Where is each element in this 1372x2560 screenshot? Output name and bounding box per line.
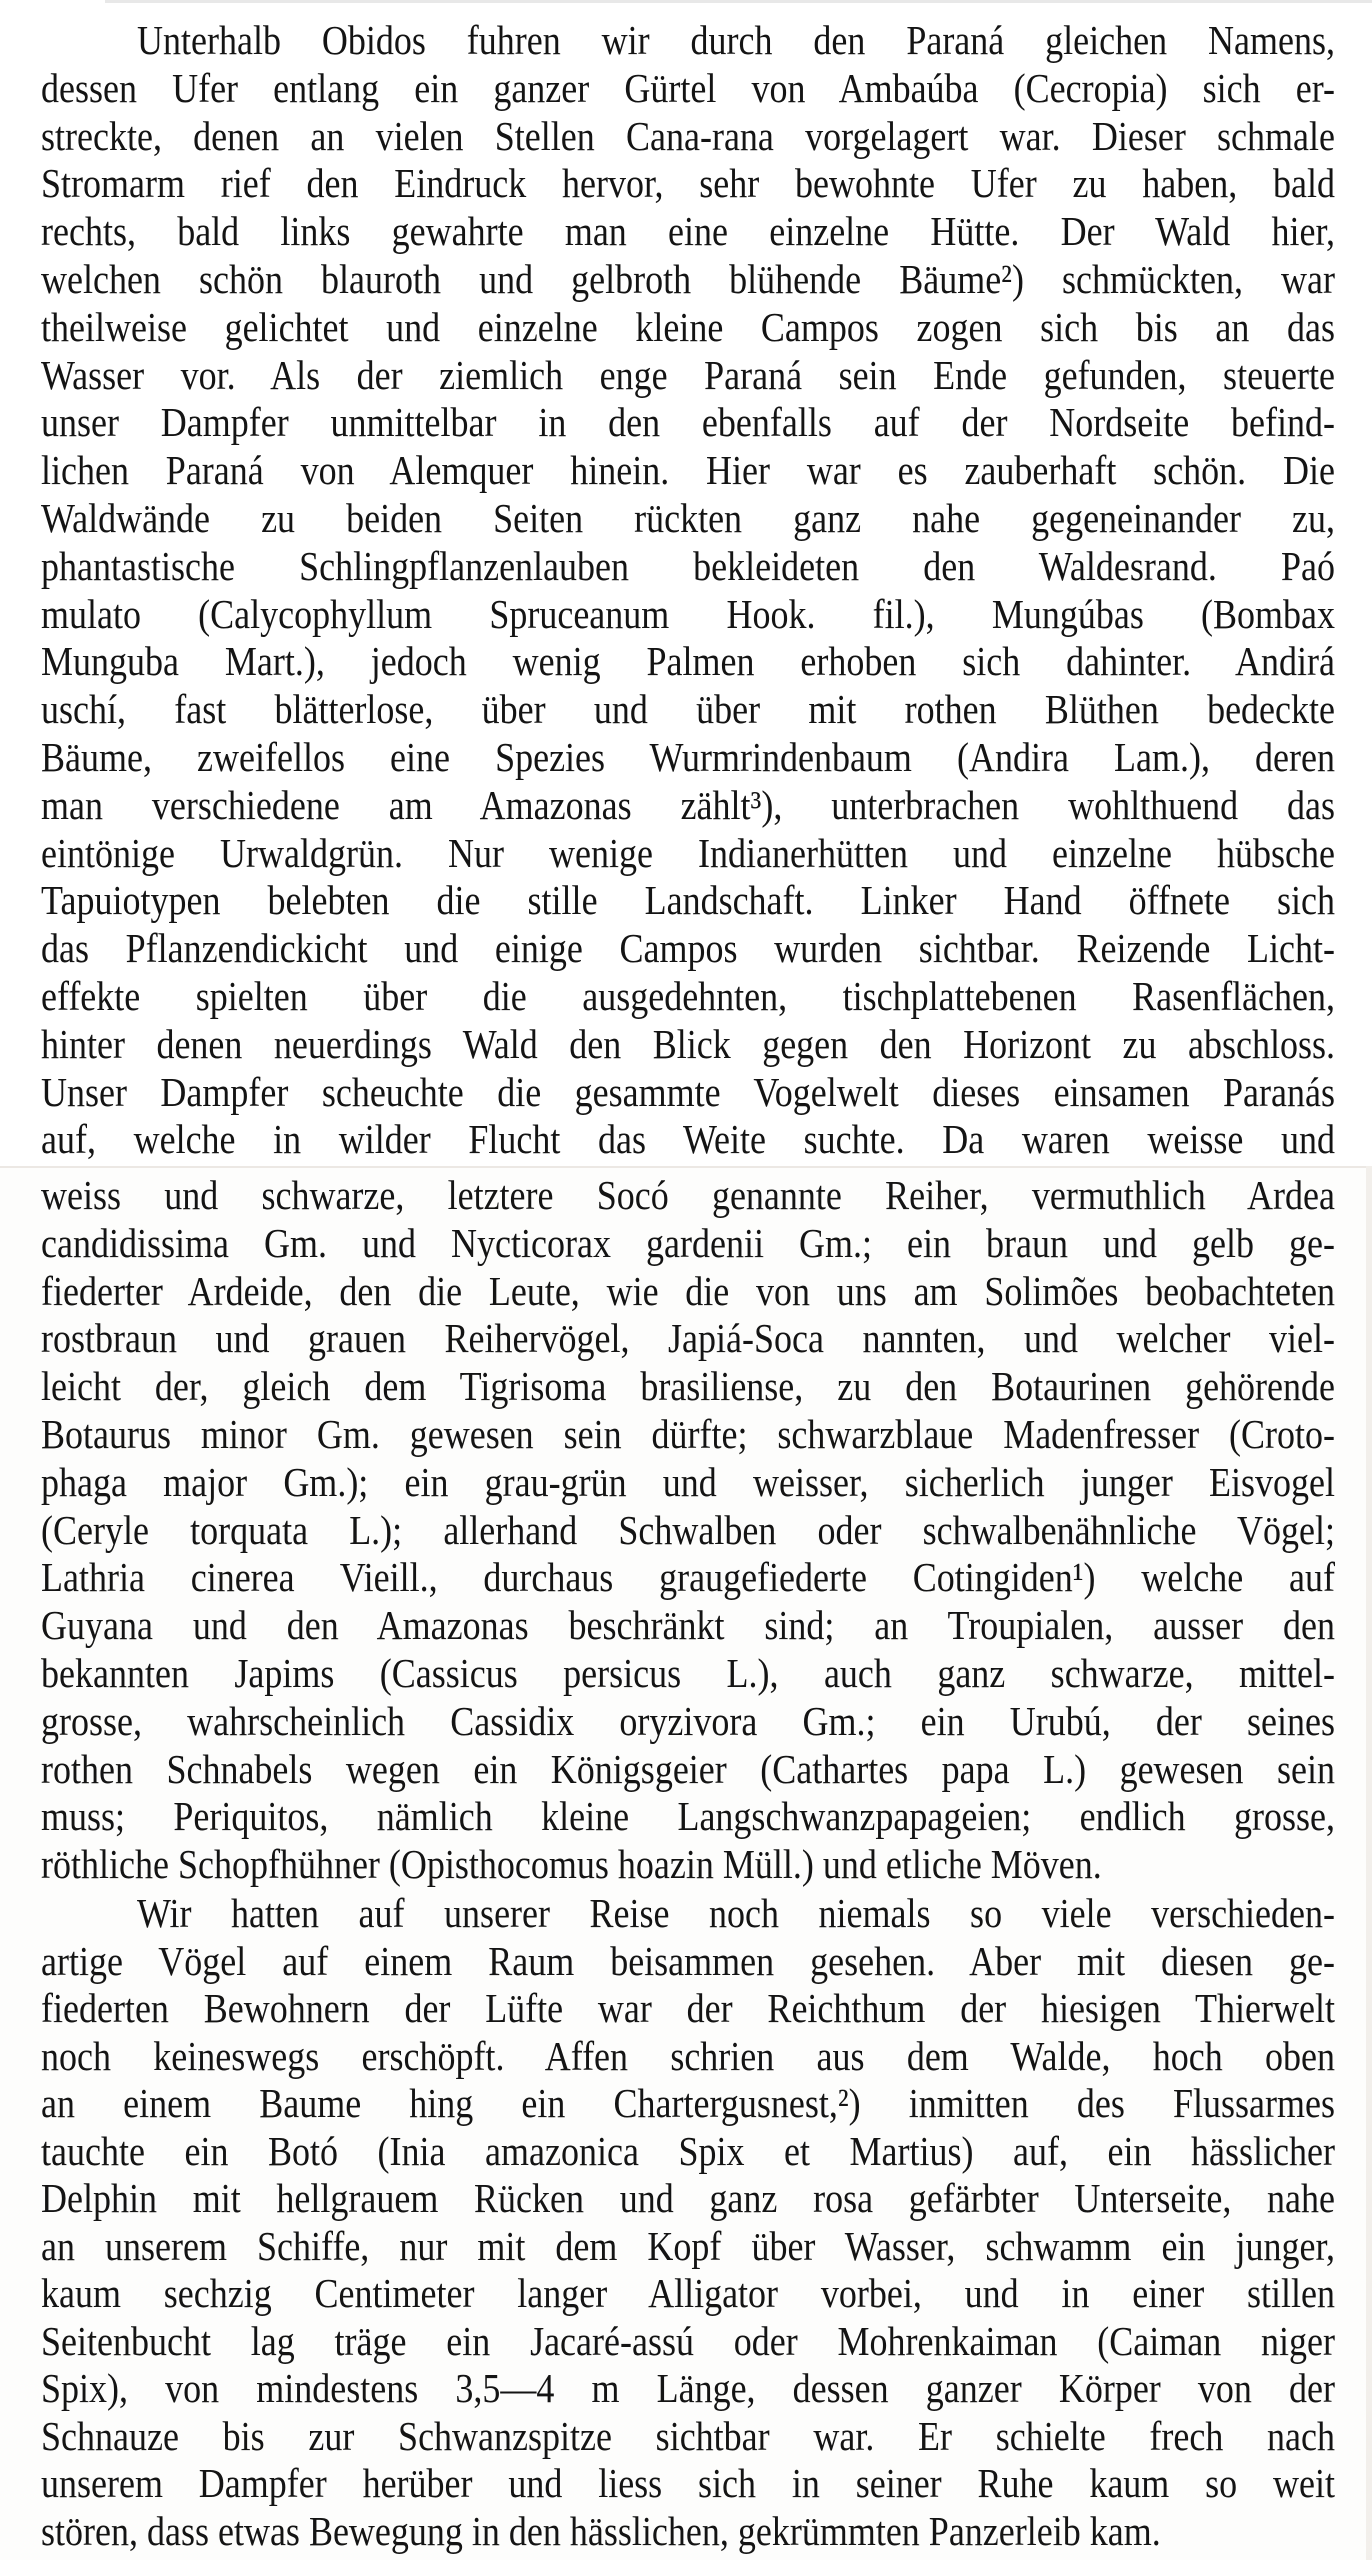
text-line-content: Bäume, zweifellos eine Spezies Wurmrindenbaum (Andira Lam.), deren [41, 734, 1335, 780]
text-line [41, 447, 1335, 493]
text-line-content: Unser Dampfer scheuchte die gesammte Vogelwelt dieses einsamen Paranás [41, 1068, 1335, 1115]
paragraph-first-line [137, 17, 1335, 63]
text-line [41, 2223, 1335, 2269]
text-line [41, 1841, 1335, 1887]
text-line [41, 2080, 1335, 2126]
text-line-content: eintönige Urwaldgrün. Nur wenige Indianerhütten und einzelne hübsche [41, 829, 1335, 876]
text-line-content: theilweise gelichtet und einzelne kleine Campos zogen sich bis an das [41, 303, 1335, 350]
text-line [41, 686, 1335, 732]
text-line-content: rechts, bald links gewahrte man eine einzelne Hütte. Der Wald hier, [41, 208, 1335, 255]
text-line [41, 2175, 1335, 2221]
text-line-content: rothen Schnabels wegen ein Königsgeier (Cathartes papa L.) gewesen sein [41, 1745, 1335, 1792]
text-line [41, 1021, 1335, 1067]
text-line [41, 734, 1335, 780]
text-line-content: artige Vögel auf einem Raum beisammen gesehen. Aber mit diesen ge- [41, 1937, 1335, 1984]
text-line-content: weiss und schwarze, letztere Socó genannte Reiher, vermuthlich Ardea [41, 1172, 1335, 1218]
text-line-content: Spix), von mindestens 3,5—4 m Länge, dessen ganzer Körper von der [41, 2365, 1335, 2411]
text-line [41, 1459, 1335, 1505]
text-line-content: phaga major Gm.); ein grau-grün und weisser, sicherlich junger Eisvogel [41, 1458, 1335, 1505]
text-line [41, 2365, 1335, 2411]
text-line [41, 2033, 1335, 2079]
text-line [41, 1268, 1335, 1314]
text-line [41, 2413, 1335, 2459]
text-line-content: man verschiedene am Amazonas zählt³), unterbrachen wohlthuend das [41, 781, 1335, 828]
text-line [41, 1746, 1335, 1792]
text-line-content: bekannten Japims (Cassicus persicus L.), auch ganz schwarze, mittel- [41, 1650, 1335, 1696]
text-line [41, 256, 1335, 302]
scan-right-edge [1366, 1166, 1372, 2560]
text-line-content: das Pflanzendickicht und einige Campos wurden sichtbar. Reizende Licht- [41, 925, 1335, 972]
text-line [41, 1698, 1335, 1744]
text-line-content: muss; Periquitos, nämlich kleine Langschwanzpapageien; endlich grosse, [41, 1793, 1335, 1840]
text-line-content: noch keineswegs erschöpft. Affen schrien aus dem Walde, hoch oben [41, 2032, 1335, 2079]
text-line [41, 543, 1335, 589]
text-line [41, 352, 1335, 398]
text-line-content: auf, welche in wilder Flucht das Weite suchte. Da waren weisse und [41, 1116, 1335, 1163]
text-line [41, 2460, 1335, 2506]
text-line [41, 208, 1335, 254]
text-line [41, 2128, 1335, 2174]
text-line [41, 304, 1335, 350]
text-line [41, 495, 1335, 541]
text-line-content: effekte spielten über die ausgedehnten, tischplattebenen Rasenflächen, [41, 973, 1335, 1019]
text-line [41, 2270, 1335, 2316]
text-line [41, 1363, 1335, 1409]
text-line-content: Schnauze bis zur Schwanzspitze sichtbar war. Er schielte frech nach [41, 2412, 1335, 2459]
text-line [41, 1985, 1335, 2031]
text-line [41, 65, 1335, 111]
text-line-content: röthliche Schopfhühner (Opisthocomus hoazin Müll.) und etliche Möven. [41, 1841, 1102, 1888]
text-line-content: Waldwände zu beiden Seiten rückten ganz nahe gegeneinander zu, [41, 495, 1335, 541]
text-line-content: Tapuiotypen belebten die stille Landschaft. Linker Hand öffnete sich [41, 877, 1335, 924]
text-line-content: fiederten Bewohnern der Lüfte war der Reichthum der hiesigen Thierwelt [41, 1985, 1335, 2031]
text-line [41, 1554, 1335, 1600]
text-line-content: Stromarm rief den Eindruck hervor, sehr bewohnte Ufer zu haben, bald [41, 160, 1335, 207]
text-line-content: Delphin mit hellgrauem Rücken und ganz rosa gefärbter Unterseite, nahe [41, 2175, 1335, 2221]
text-line-content: Seitenbucht lag träge ein Jacaré-assú oder Mohrenkaiman (Caiman niger [41, 2317, 1335, 2364]
text-line [41, 1315, 1335, 1361]
text-line-content: dessen Ufer entlang ein ganzer Gürtel von Ambaúba (Cecropia) sich er- [41, 64, 1335, 111]
text-line [41, 973, 1335, 1019]
text-line-content: mulato (Calycophyllum Spruceanum Hook. fil.), Mungúbas (Bombax [41, 590, 1335, 637]
text-line-content: phantastische Schlingpflanzenlauben bekleideten den Waldesrand. Paó [41, 542, 1335, 589]
text-line-content: Wasser vor. Als der ziemlich enge Paraná sein Ende gefunden, steuerte [41, 351, 1335, 398]
text-line-content: an unserem Schiffe, nur mit dem Kopf über Wasser, schwamm ein junger, [41, 2222, 1335, 2269]
text-line-content: hinter denen neuerdings Wald den Blick gegen den Horizont zu abschloss. [41, 1020, 1335, 1067]
paragraph-first-line [137, 1890, 1335, 1936]
text-line-content: Unterhalb Obidos fuhren wir durch den Paraná gleichen Namens, [137, 17, 1335, 63]
text-line-content: lichen Paraná von Alemquer hinein. Hier war es zauberhaft schön. Die [41, 447, 1335, 494]
text-line-content: Wir hatten auf unserer Reise noch niemals so viele verschieden- [137, 1890, 1335, 1936]
text-line [41, 1507, 1335, 1553]
text-line-content: an einem Baume hing ein Chartergusnest,²) inmitten des Flussarmes [41, 2080, 1335, 2126]
text-line-content: (Ceryle torquata L.); allerhand Schwalben oder schwalbenähnliche Vögel; [41, 1506, 1335, 1553]
text-line [41, 1650, 1335, 1696]
text-line [41, 638, 1335, 684]
scan-top-edge [105, 0, 1372, 3]
text-line-content: candidissima Gm. und Nycticorax gardenii Gm.; ein braun und gelb ge- [41, 1219, 1335, 1266]
text-line-content: unserem Dampfer herüber und liess sich in seiner Ruhe kaum so weit [41, 2460, 1335, 2506]
text-line-content: kaum sechzig Centimeter langer Alligator vorbei, und in einer stillen [41, 2270, 1335, 2316]
text-line [41, 2318, 1335, 2364]
text-line [41, 160, 1335, 206]
text-line-content: streckte, denen an vielen Stellen Cana-rana vorgelagert war. Dieser schmale [41, 112, 1335, 159]
text-line [41, 1220, 1335, 1266]
text-line-content: unser Dampfer unmittelbar in den ebenfalls auf der Nordseite befind- [41, 399, 1335, 446]
text-line [41, 1938, 1335, 1984]
text-line-content: rostbraun und grauen Reihervögel, Japiá-Soca nannten, und welcher viel- [41, 1315, 1335, 1362]
text-line-content: Guyana und den Amazonas beschränkt sind; an Troupialen, ausser den [41, 1602, 1335, 1649]
text-line-content: grosse, wahrscheinlich Cassidix oryzivora Gm.; ein Urubú, der seines [41, 1697, 1335, 1744]
text-line-content: tauchte ein Botó (Inia amazonica Spix et Martius) auf, ein hässlicher [41, 2127, 1335, 2174]
text-line [41, 830, 1335, 876]
text-line-content: uschí, fast blätterlose, über und über mit rothen Blüthen bedeckte [41, 686, 1335, 733]
text-line [41, 782, 1335, 828]
text-line [41, 1069, 1335, 1115]
text-line [41, 1411, 1335, 1457]
text-line [41, 1602, 1335, 1648]
text-line [41, 2508, 1335, 2554]
text-line-content: stören, dass etwas Bewegung in den hässlichen, gekrümmten Panzerleib kam. [41, 2507, 1161, 2554]
text-line-content: Botaurus minor Gm. gewesen sein dürfte; schwarzblaue Madenfresser (Croto- [41, 1411, 1335, 1457]
text-line-content: leicht der, gleich dem Tigrisoma brasiliense, zu den Botaurinen gehörende [41, 1363, 1335, 1410]
text-line [41, 877, 1335, 923]
text-line [41, 925, 1335, 971]
text-line-content: welchen schön blauroth und gelbroth blühende Bäume²) schmückten, war [41, 256, 1335, 302]
text-line [41, 1172, 1335, 1218]
text-line [41, 113, 1335, 159]
text-line [41, 1116, 1335, 1162]
text-line [41, 591, 1335, 637]
text-line-content: Munguba Mart.), jedoch wenig Palmen erhoben sich dahinter. Andirá [41, 638, 1335, 685]
text-line-content: Lathria cinerea Vieill., durchaus graugefiederte Cotingiden¹) welche auf [41, 1554, 1335, 1601]
text-line [41, 399, 1335, 445]
text-line-content: fiederter Ardeide, den die Leute, wie die von uns am Solimões beobachteten [41, 1267, 1335, 1314]
text-line [41, 1793, 1335, 1839]
